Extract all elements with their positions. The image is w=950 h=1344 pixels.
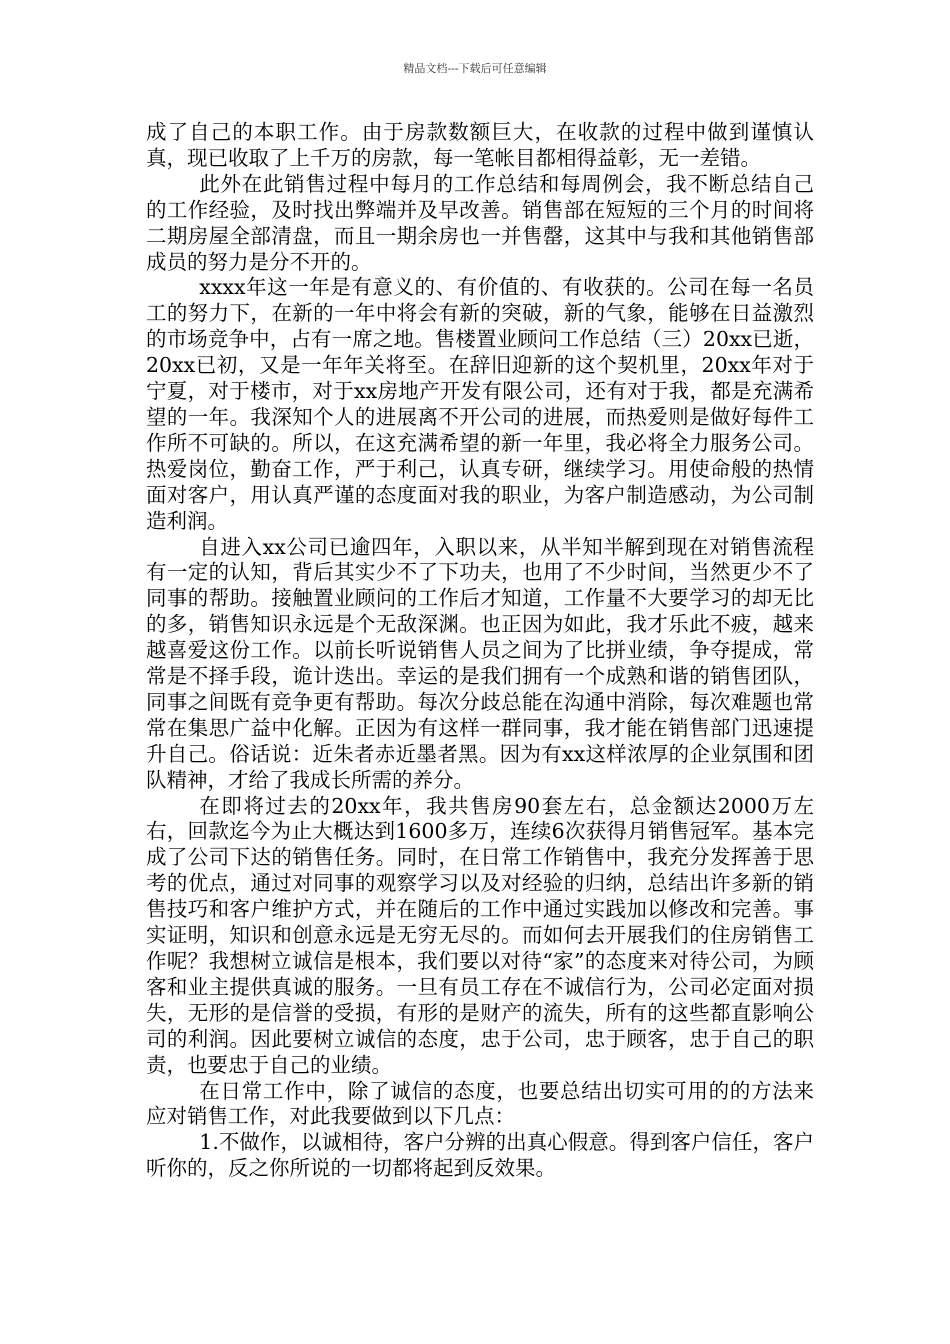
- document-body: [146, 120, 814, 1182]
- paragraph-3: xxxx年这一年是有意义的、有价值的、有收获的。公司在每一名员工的努力下，在新的一年中将会有新的突破，新的气象，能够在日益激烈的市场竞争中，占有一席之地。售楼置业顾问工作总结（三）20xx已逝，20xx已初，又是一年年关将至。在辞旧迎新的这个契机里，20xx年对于宁夏，对于楼市，对于xx房地产开发有限公司，还有对于我，都是充满希望的一年。我深知个人的进展离不开公司的进展，而热爱则是做好每件工作所不可缺的。所以，在这充满希望的新一年里，我必将全力服务公司。热爱岗位，勤奋工作，严于利己，认真专研，继续学习。用使命般的热情面对客户，用认真严谨的态度面对我的职业，为客户制造感动，为公司制造利润。: [146, 275, 814, 533]
- page-header: 精品文档---下载后可任意编辑: [403, 62, 547, 75]
- paragraph-6: 在日常工作中，除了诚信的态度，也要总结出切实可用的的方法来应对销售工作，对此我要做到以下几点：: [146, 1078, 814, 1129]
- list-item-1: 1.不做作，以诚相待，客户分辨的出真心假意。得到客户信任，客户听你的，反之你所说的一切都将起到反效果。: [146, 1130, 814, 1181]
- paragraph-1: 成了自己的本职工作。由于房款数额巨大，在收款的过程中做到谨慎认真，现已收取了上千万的房款，每一笔帐目都相得益彰，无一差错。: [146, 120, 814, 170]
- paragraph-4: 自进入xx公司已逾四年，入职以来，从半知半解到现在对销售流程有一定的认知，背后其实少不了下功夫，也用了不少时间，当然更少不了同事的帮助。接触置业顾问的工作后才知道，工作量不大要学习的却无比的多，销售知识永远是个无敌深渊。也正因为如此，我才乐此不疲，越来越喜爱这份工作。以前长听说销售人员之间为了比拼业绩，争夺提成，常常是不择手段，诡计迭出。幸运的是我们拥有一个成熟和谐的销售团队，同事之间既有竞争更有帮助。每次分歧总能在沟通中消除，每次难题也常常在集思广益中化解。正因为有这样一群同事，我才能在销售部门迅速提升自己。俗话说：近朱者赤近墨者黑。因为有xx这样浓厚的企业氛围和团队精神，才给了我成长所需的养分。: [146, 534, 814, 792]
- paragraph-5: 在即将过去的20xx年，我共售房90套左右，总金额达2000万左右，回款迄今为止大概达到1600多万，连续6次获得月销售冠军。基本完成了公司下达的销售任务。同时，在日常工作销售中，我充分发挥善于思考的优点，通过对同事的观察学习以及对经验的归纳，总结出许多新的销售技巧和客户维护方式，并在随后的工作中通过实践加以修改和完善。事实证明，知识和创意永远是无穷无尽的。而如何去开展我们的住房销售工作呢？我想树立诚信是根本，我们要以对待“家”的态度来对待公司，为顾客和业主提供真诚的服务。一旦有员工存在不诚信行为，公司必定面对损失，无形的是信誉的受损，有形的是财产的流失，所有的这些都直影响公司的利润。因此要树立诚信的态度，忠于公司，忠于顾客，忠于自己的职责，也要忠于自己的业绩。: [146, 793, 814, 1077]
- paragraph-2: 此外在此销售过程中每月的工作总结和每周例会，我不断总结自己的工作经验，及时找出弊端并及早改善。销售部在短短的三个月的时间将二期房屋全部清盘，而且一期余房也一并售罄，这其中与我和其他销售部成员的努力是分不开的。: [146, 171, 814, 274]
